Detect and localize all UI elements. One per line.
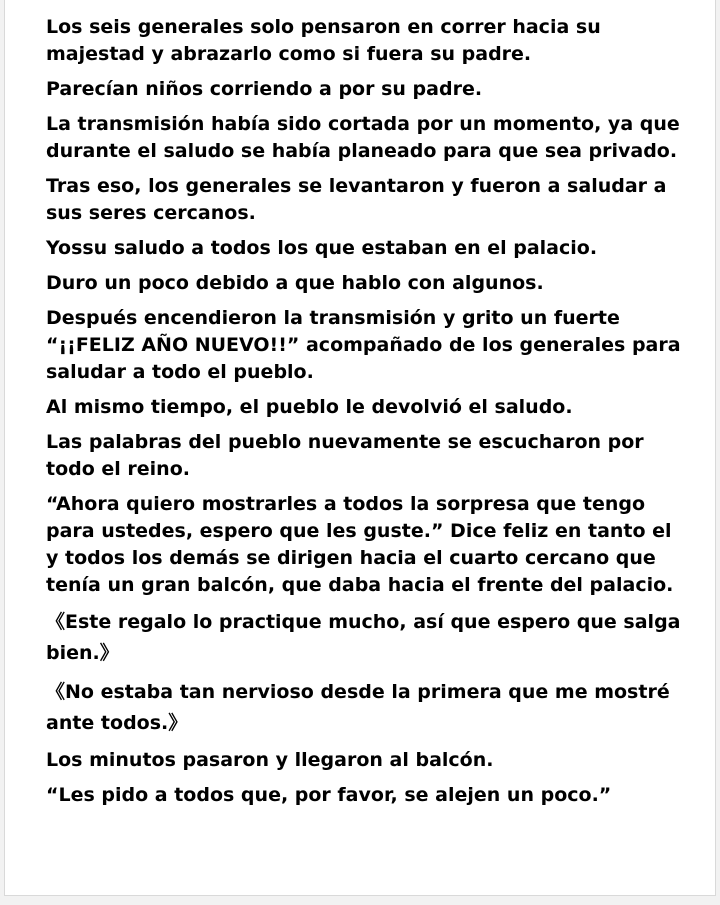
paragraph: Yossu saludo a todos los que estaban en el palacio. (46, 237, 598, 259)
paragraph: Al mismo tiempo, el pueblo le devolvió el saludo. (46, 396, 573, 418)
paragraph: 《No estaba tan nervioso desde la primera que me mostré ante todos.》 (46, 681, 670, 734)
paragraph: Duro un poco debido a que hablo con algunos. (46, 272, 544, 294)
paragraph: Los seis generales solo pensaron en correr hacia su majestad y abrazarlo como si fuera su padre. (46, 16, 601, 65)
paragraph: Después encendieron la transmisión y grito un fuerte “¡¡FELIZ AÑO NUEVO!!” acompañado de los generales para saludar a todo el pueblo. (46, 307, 681, 383)
paragraph: “Les pido a todos que, por favor, se alejen un poco.” (46, 784, 612, 806)
document-text (46, 14, 686, 817)
paragraph: La transmisión había sido cortada por un momento, ya que durante el saludo se había planeado para que sea privado. (46, 113, 680, 162)
paragraph: 《Este regalo lo practique mucho, así que espero que salga bien.》 (46, 611, 681, 664)
paragraph: Parecían niños corriendo a por su padre. (46, 78, 483, 100)
document-page (4, 0, 716, 896)
paragraph: “Ahora quiero mostrarles a todos la sorpresa que tengo para ustedes, espero que les guste.” Dice feliz en tanto el y todos los demás se dirigen hacia el cuarto cercano que tenía un gran balcón, que daba hacia el frente del palacio. (46, 493, 674, 596)
paragraph: Las palabras del pueblo nuevamente se escucharon por todo el reino. (46, 431, 644, 480)
paragraph: Los minutos pasaron y llegaron al balcón. (46, 749, 494, 771)
paragraph: Tras eso, los generales se levantaron y fueron a saludar a sus seres cercanos. (46, 175, 667, 224)
